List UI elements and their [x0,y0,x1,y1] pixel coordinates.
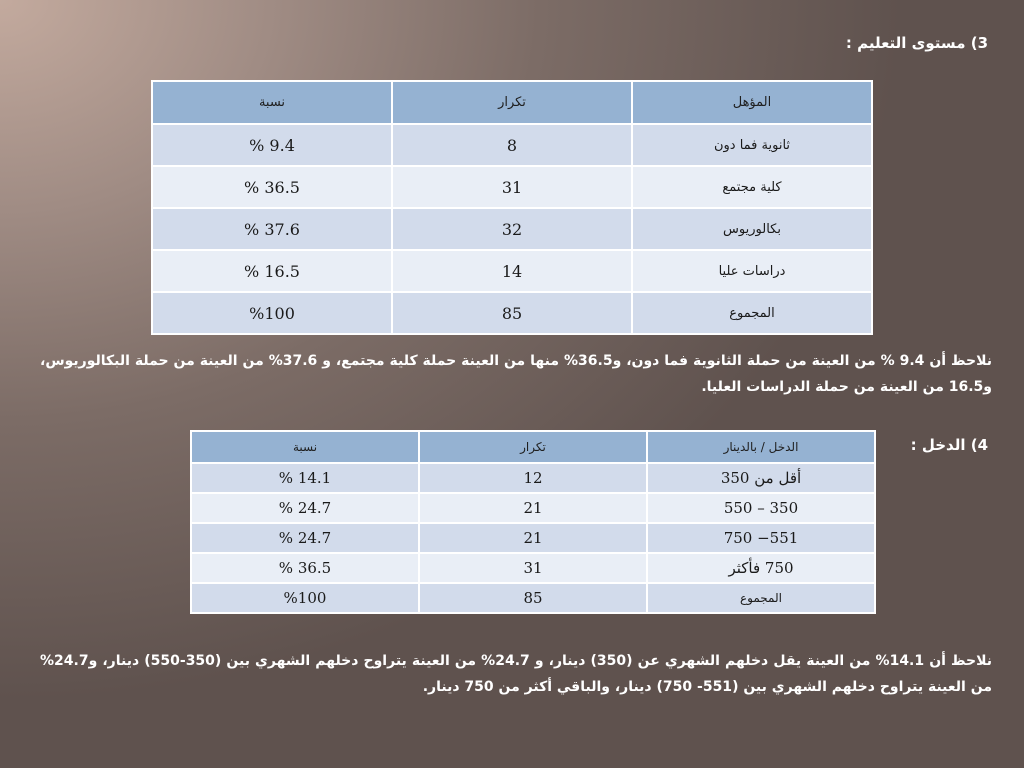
column-header-percentage: نسبة [191,431,419,463]
row-label: كلية مجتمع [632,166,872,208]
table-total-row [191,583,875,613]
row-percent: %100 [191,583,419,613]
row-label: ثانوية فما دون [632,124,872,166]
row-count: 21 [419,493,647,523]
column-header-qualification: المؤهل [632,81,872,124]
column-header-income: الدخل / بالدينار [647,431,875,463]
column-header-frequency: تكرار [419,431,647,463]
row-percent: 16.5 % [152,250,392,292]
table-row [191,463,875,493]
row-count: 32 [392,208,632,250]
row-label: دراسات عليا [632,250,872,292]
education-note: نلاحظ أن 9.4 % من العينة من حملة الثانوية فما دون، و36.5% منها من العينة حملة كلية مجتمع، و 37.6% من العينة من حملة البكالوريوس، و16.5 من العينة من حملة الدراسات العليا. [40,353,992,395]
table-row [191,493,875,523]
row-percent: 36.5 % [152,166,392,208]
income-table [190,430,876,614]
row-label: 750 فأكثر [647,553,875,583]
table-row [191,553,875,583]
table-header-row [152,81,872,124]
row-count: 85 [419,583,647,613]
row-label: المجموع [632,292,872,334]
row-percent: 37.6 % [152,208,392,250]
table-row [152,124,872,166]
row-percent: 24.7 % [191,493,419,523]
table-row [152,166,872,208]
row-label: أقل من 350 [647,463,875,493]
row-count: 31 [392,166,632,208]
row-count: 8 [392,124,632,166]
row-percent: 9.4 % [152,124,392,166]
table-row [152,250,872,292]
row-count: 12 [419,463,647,493]
income-note: نلاحظ أن 14.1% من العينة يقل دخلهم الشهري عن (350) دينار، و 24.7% من العينة يتراوح دخلهم الشهري بين (350-550) دينار، و24.7% من العينة يتراوح دخلهم الشهري بين (551- 750) دينار، والباقي أكثر من 750 دينار. [40,653,993,695]
row-count: 85 [392,292,632,334]
table-header-row [191,431,875,463]
row-label: بكالوريوس [632,208,872,250]
row-count: 21 [419,523,647,553]
table-total-row [152,292,872,334]
income-heading: 4) الدخل : [910,436,988,454]
row-label: 350 – 550 [647,493,875,523]
row-count: 14 [392,250,632,292]
table-row [152,208,872,250]
column-header-frequency: تكرار [392,81,632,124]
row-percent: 14.1 % [191,463,419,493]
row-percent: %100 [152,292,392,334]
row-label: 551− 750 [647,523,875,553]
education-heading: 3) مستوى التعليم : [845,34,988,52]
row-percent: 36.5 % [191,553,419,583]
row-label: المجموع [647,583,875,613]
education-table [151,80,873,335]
row-count: 31 [419,553,647,583]
row-percent: 24.7 % [191,523,419,553]
column-header-percentage: نسبة [152,81,392,124]
table-row [191,523,875,553]
